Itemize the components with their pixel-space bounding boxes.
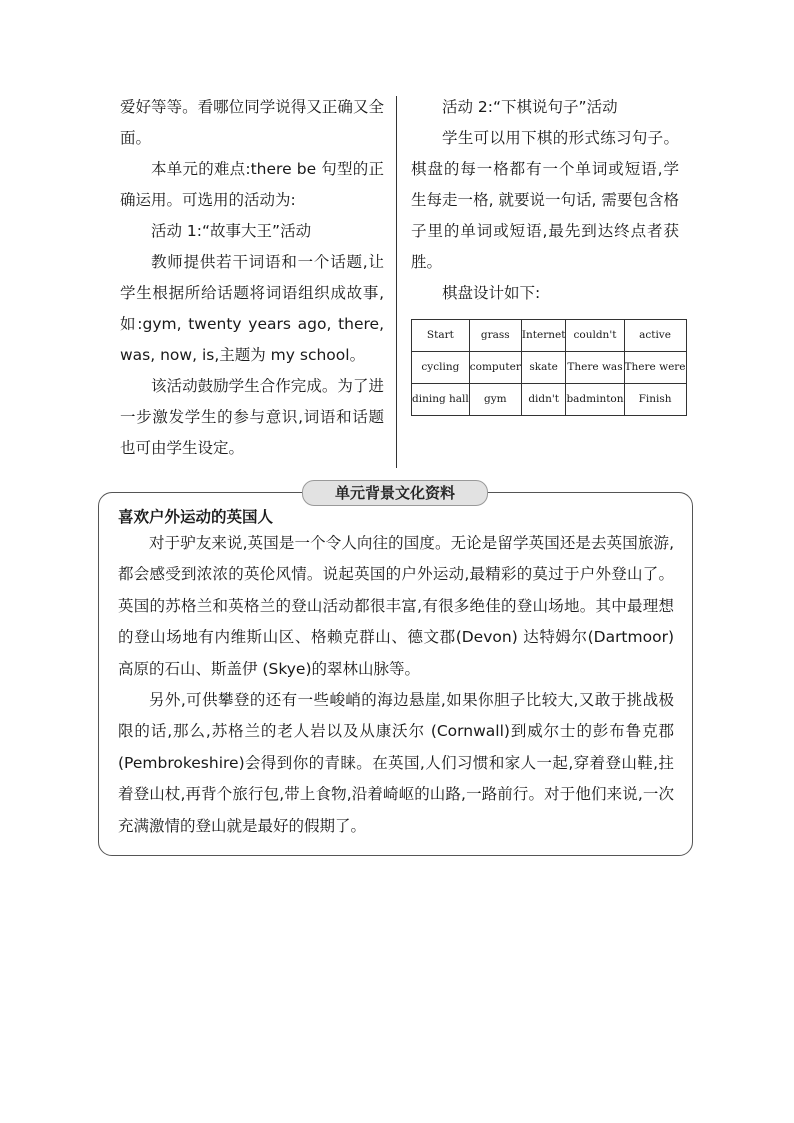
right-paragraph-2: 棋盘设计如下: xyxy=(442,284,541,302)
board-cell: Finish xyxy=(624,384,686,416)
left-column xyxy=(120,92,384,464)
board-row xyxy=(412,352,687,384)
left-paragraph-3: 教师提供若干词语和一个话题,让学生根据所给话题将词语组织成故事,如:gym, twenty years ago, there, was, now, is,主题为 my school。 xyxy=(120,253,384,364)
culture-paragraph-1: 对于驴友来说,英国是一个令人向往的国度。无论是留学英国还是去英国旅游,都会感受到浓浓的英伦风情。说起英国的户外运动,最精彩的莫过于户外登山了。英国的苏格兰和英格兰的登山活动都很丰富,有很多绝佳的登山场地。其中最理想的登山场地有内维斯山区、格赖克群山、德文郡(Devon) 达特姆尔(Dartmoor) 高原的石山、斯盖伊 (Skye)的翠林山脉等。 xyxy=(118,534,674,678)
board-cell: couldn't xyxy=(566,320,624,352)
culture-box-content xyxy=(118,506,674,842)
culture-paragraph-2: 另外,可供攀登的还有一些峻峭的海边悬崖,如果你胆子比较大,又敢于挑战极限的话,那么,苏格兰的老人岩以及从康沃尔 (Cornwall)到威尔士的彭布鲁克郡(Pembrokeshire)会得到你的青睐。在英国,人们习惯和家人一起,穿着登山鞋,拄着登山杖,再背个旅行包,带上食物,沿着崎岖的山路,一路前行。对于他们来说,一次充满激情的登山就是最好的假期了。 xyxy=(118,691,674,835)
board-cell: badminton xyxy=(566,384,624,416)
board-cell: active xyxy=(624,320,686,352)
right-paragraph-1: 学生可以用下棋的形式练习句子。棋盘的每一格都有一个单词或短语,学生每走一格, 就要说一句话, 需要包含格子里的单词或短语,最先到达终点者获胜。 xyxy=(411,129,679,271)
board-cell: computer xyxy=(469,352,521,384)
board-cell: gym xyxy=(469,384,521,416)
board-cell: grass xyxy=(469,320,521,352)
column-divider xyxy=(396,96,397,468)
board-row xyxy=(412,384,687,416)
board-row xyxy=(412,320,687,352)
chessboard-table xyxy=(411,319,687,416)
board-cell: There was xyxy=(566,352,624,384)
board-cell: dining hall xyxy=(412,384,470,416)
activity-1-title: 活动 1:“故事大王”活动 xyxy=(151,222,312,240)
left-paragraph-2: 本单元的难点:there be 句型的正确运用。可选用的活动为: xyxy=(120,160,384,209)
left-paragraph-1: 爱好等等。看哪位同学说得又正确又全面。 xyxy=(120,98,384,147)
board-cell: Internet xyxy=(521,320,566,352)
board-cell: didn't xyxy=(521,384,566,416)
board-cell: skate xyxy=(521,352,566,384)
culture-box-title: 喜欢户外运动的英国人 xyxy=(118,508,274,526)
right-column xyxy=(411,92,686,416)
board-cell: There were xyxy=(624,352,686,384)
culture-box-tab: 单元背景文化资料 xyxy=(302,480,488,506)
board-cell: Start xyxy=(412,320,470,352)
board-cell: cycling xyxy=(412,352,470,384)
activity-2-title: 活动 2:“下棋说句子”活动 xyxy=(442,98,618,116)
left-paragraph-4: 该活动鼓励学生合作完成。为了进一步激发学生的参与意识,词语和话题也可由学生设定。 xyxy=(120,377,384,457)
